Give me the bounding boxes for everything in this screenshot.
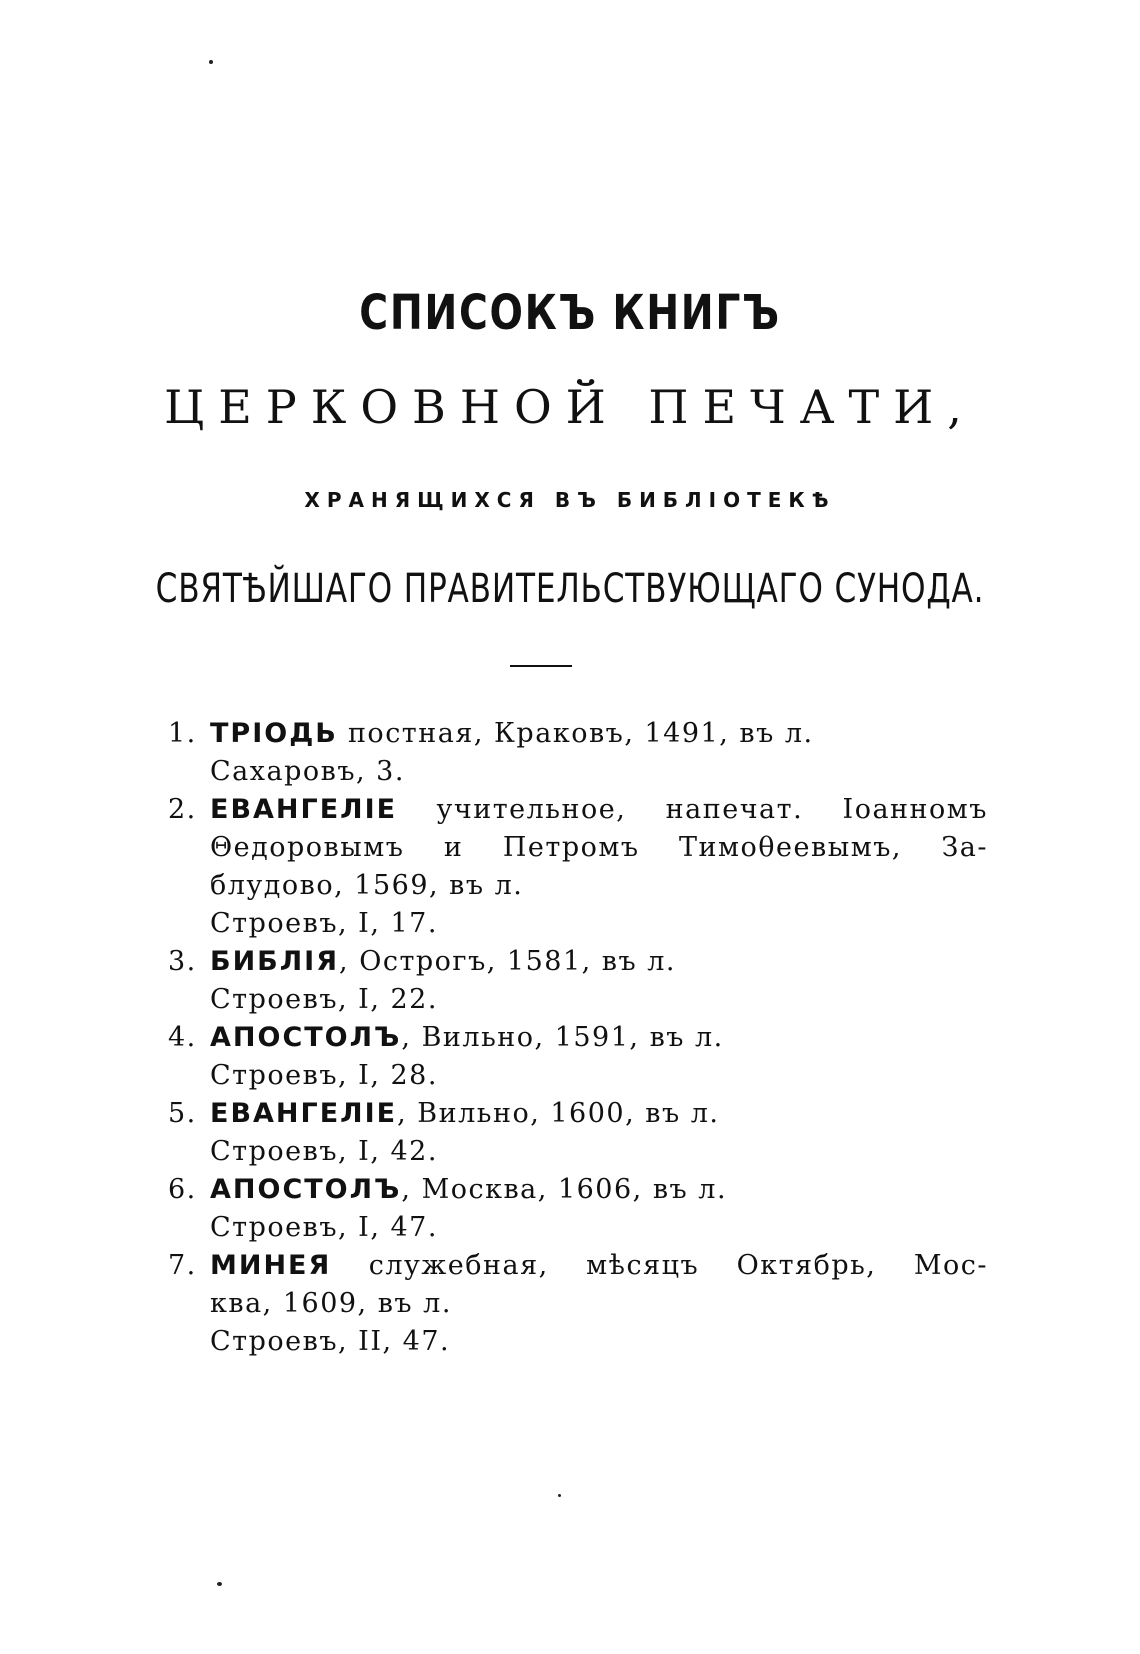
entry-title: БИБЛІЯ — [210, 946, 340, 977]
entry-description: служебная, мѣсяцъ Октябрь, Мос- — [368, 1250, 988, 1281]
entry-continuation: Θедоровымъ и Петромъ Тимоθеевымъ, За- — [210, 832, 988, 863]
entry-title: ЕВАНГЕЛІЕ — [210, 1098, 398, 1129]
list-item — [168, 791, 988, 943]
entry-description: постная, Краковъ, 1491, въ л. — [347, 718, 814, 749]
entry-continuation: блудово, 1569, въ л. — [210, 870, 524, 901]
entry-title: АПОСТОЛЪ — [210, 1022, 402, 1053]
list-item — [168, 1171, 988, 1247]
entry-number: 7. — [168, 1250, 197, 1281]
entry-number: 2. — [168, 794, 197, 825]
print-speck — [217, 1582, 222, 1586]
entry-number: 4. — [168, 1022, 197, 1053]
list-item — [168, 943, 988, 1019]
entry-continuation: ква, 1609, въ л. — [210, 1288, 452, 1319]
entry-number: 3. — [168, 946, 197, 977]
list-item — [168, 1247, 988, 1361]
title-line-1: СПИСОКЪ КНИГЪ — [359, 285, 781, 341]
entry-description: учительное, напечат. Іоанномъ — [436, 794, 988, 825]
entry-description: , Вильно, 1600, въ л. — [397, 1098, 720, 1129]
print-speck — [209, 60, 213, 64]
title-line-4: СВЯТѢЙШАГО ПРАВИТЕЛЬСТВУЮЩАГО СУНОДА. — [155, 566, 985, 612]
list-item — [168, 715, 988, 791]
entry-reference: Строевъ, I, 42. — [210, 1136, 438, 1167]
entry-description: , Вильно, 1591, въ л. — [401, 1022, 724, 1053]
entry-number: 5. — [168, 1098, 197, 1129]
entry-title: МИНЕЯ — [210, 1250, 332, 1281]
entry-reference: Строевъ, I, 47. — [210, 1212, 438, 1243]
list-item — [168, 1095, 988, 1171]
book-list — [168, 715, 988, 1361]
entry-description: , Москва, 1606, въ л. — [401, 1174, 728, 1205]
title-line-2: ЦЕРКОВНОЙ ПЕЧАТИ, — [164, 380, 976, 434]
divider-rule — [510, 665, 572, 667]
entry-reference: Строевъ, I, 22. — [210, 984, 438, 1015]
entry-reference: Строевъ, I, 28. — [210, 1060, 438, 1091]
entry-title: ТРІОДЬ — [210, 718, 338, 749]
entry-number: 1. — [168, 718, 197, 749]
title-line-3: ХРАНЯЩИХСЯ ВЪ БИБЛІОТЕКѢ — [304, 488, 836, 512]
entry-number: 6. — [168, 1174, 197, 1205]
print-speck — [558, 1494, 561, 1497]
entry-description: , Острогъ, 1581, въ л. — [339, 946, 676, 977]
entry-title: АПОСТОЛЪ — [210, 1174, 402, 1205]
entry-reference: Сахаровъ, 3. — [210, 756, 405, 787]
entry-title: ЕВАНГЕЛІЕ — [210, 794, 398, 825]
entry-reference: Строевъ, II, 47. — [210, 1326, 451, 1357]
entry-reference: Строевъ, I, 17. — [210, 908, 438, 939]
list-item — [168, 1019, 988, 1095]
